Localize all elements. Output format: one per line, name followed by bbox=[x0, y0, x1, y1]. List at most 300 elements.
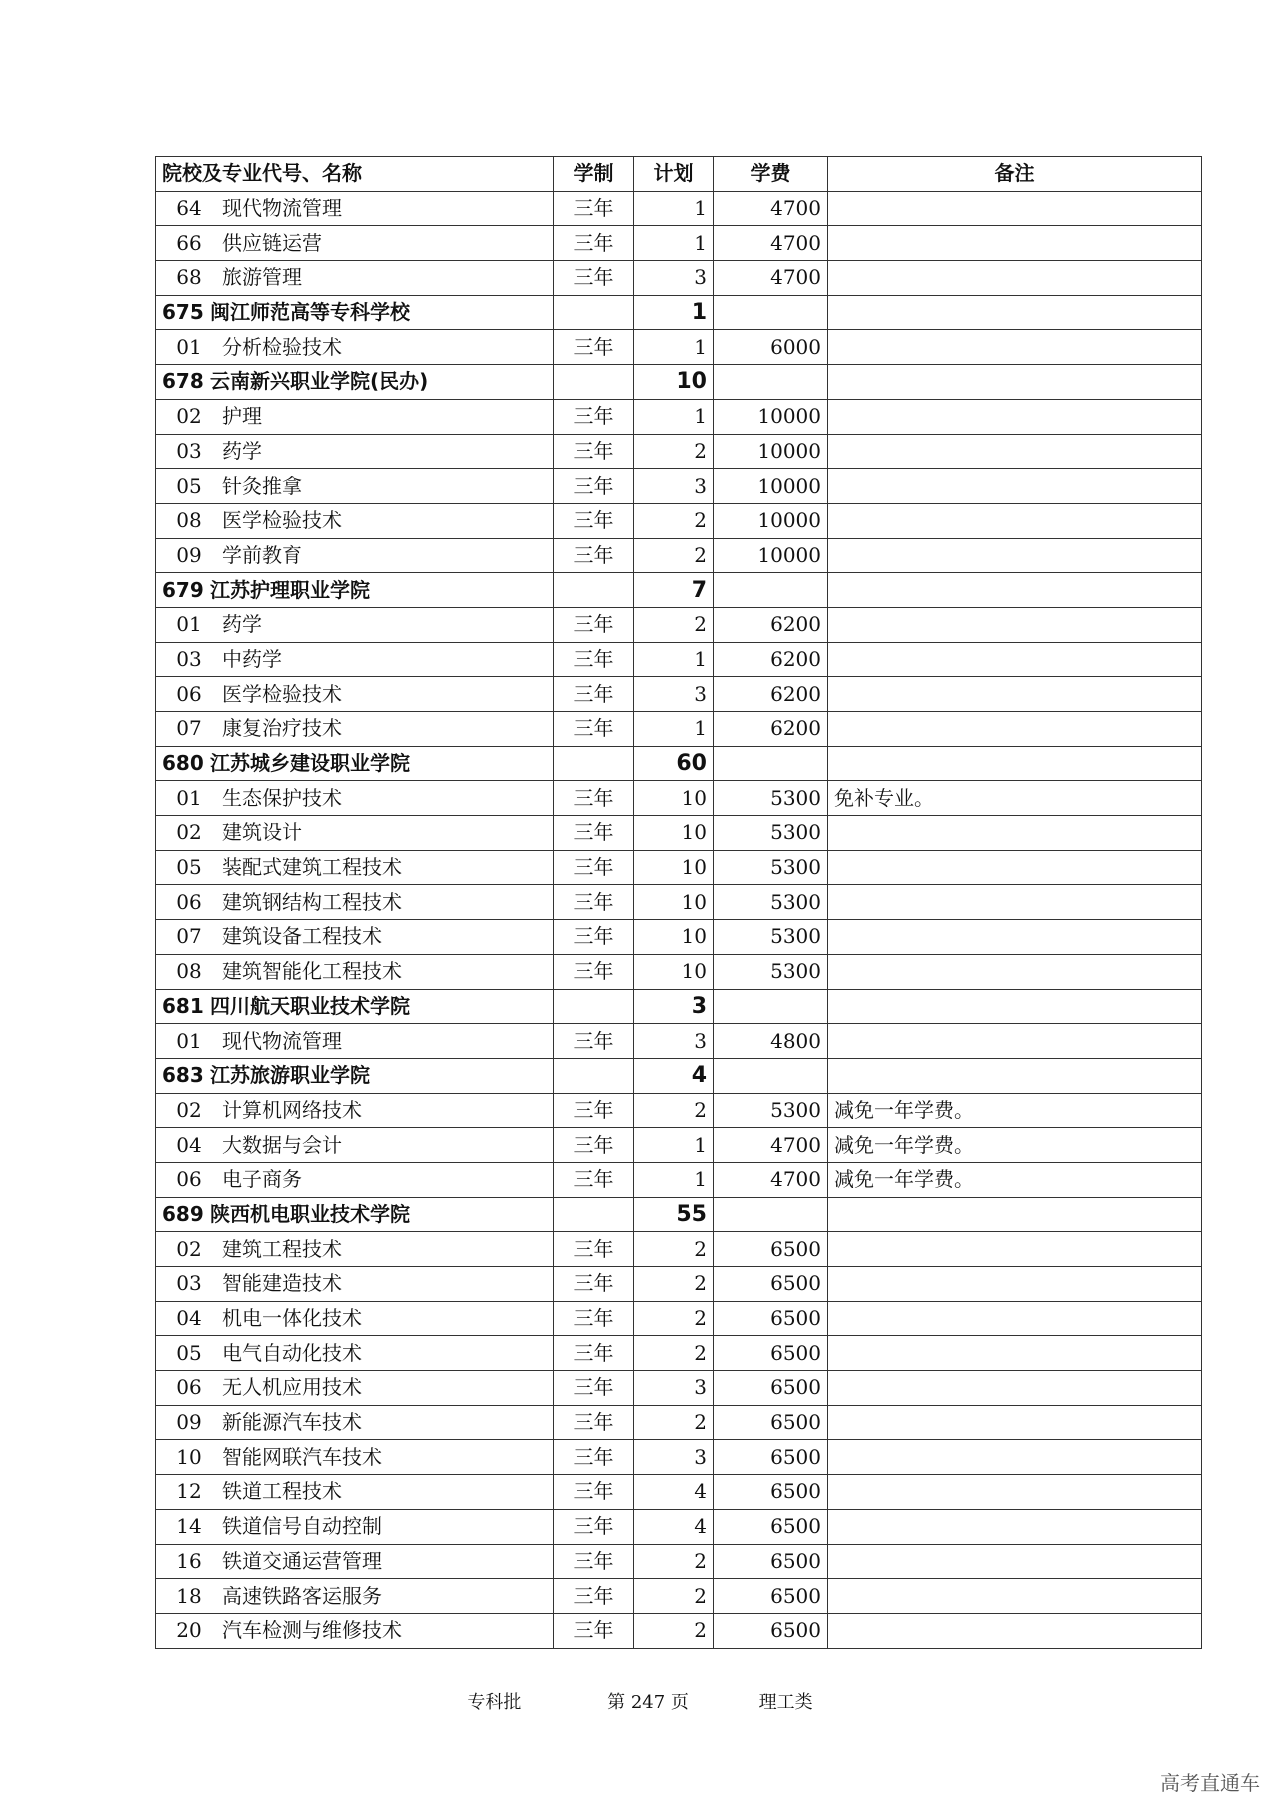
footer-batch: 专科批 bbox=[467, 1692, 522, 1713]
major-cell bbox=[156, 1440, 554, 1475]
duration-cell: 三年 bbox=[554, 1267, 634, 1302]
major-row bbox=[156, 1613, 1202, 1648]
tuition-cell: 6500 bbox=[714, 1613, 828, 1648]
tuition-cell: 6200 bbox=[714, 607, 828, 642]
duration-cell bbox=[554, 295, 634, 330]
major-code: 09 bbox=[176, 1410, 202, 1435]
major-code: 02 bbox=[176, 404, 202, 429]
major-cell bbox=[156, 1405, 554, 1440]
header-tuition: 学费 bbox=[714, 157, 828, 192]
duration-cell: 三年 bbox=[554, 1232, 634, 1267]
plan-cell: 2 bbox=[634, 1544, 714, 1579]
plan-cell: 10 bbox=[634, 885, 714, 920]
remarks-cell bbox=[828, 1267, 1202, 1302]
major-row bbox=[156, 1336, 1202, 1371]
watermark: 高考直通车 bbox=[1160, 1771, 1260, 1795]
major-code: 05 bbox=[176, 855, 202, 880]
school-code: 680 bbox=[162, 751, 204, 776]
major-code: 20 bbox=[176, 1618, 202, 1643]
major-cell bbox=[156, 677, 554, 712]
major-code: 02 bbox=[176, 820, 202, 845]
remarks-cell bbox=[828, 330, 1202, 365]
remarks-cell bbox=[828, 954, 1202, 989]
duration-cell: 三年 bbox=[554, 607, 634, 642]
remarks-cell: 免补专业。 bbox=[828, 781, 1202, 816]
plan-cell: 2 bbox=[634, 1579, 714, 1614]
duration-cell: 三年 bbox=[554, 1475, 634, 1510]
plan-cell: 1 bbox=[634, 1162, 714, 1197]
school-cell bbox=[156, 1197, 554, 1232]
major-cell bbox=[156, 954, 554, 989]
major-code: 06 bbox=[176, 889, 202, 914]
tuition-cell: 4700 bbox=[714, 261, 828, 296]
plan-cell: 7 bbox=[634, 573, 714, 608]
major-name: 机电一体化技术 bbox=[222, 1306, 362, 1331]
school-row bbox=[156, 295, 1202, 330]
plan-cell: 3 bbox=[634, 261, 714, 296]
plan-cell: 4 bbox=[634, 1058, 714, 1093]
duration-cell: 三年 bbox=[554, 503, 634, 538]
major-row bbox=[156, 885, 1202, 920]
major-cell bbox=[156, 1371, 554, 1406]
major-code: 03 bbox=[176, 438, 202, 463]
plan-cell: 2 bbox=[634, 1267, 714, 1302]
major-cell bbox=[156, 1162, 554, 1197]
plan-cell: 10 bbox=[634, 365, 714, 400]
school-name: 四川航天职业技术学院 bbox=[210, 993, 410, 1018]
duration-cell bbox=[554, 365, 634, 400]
remarks-cell bbox=[828, 434, 1202, 469]
tuition-cell: 6500 bbox=[714, 1301, 828, 1336]
tuition-cell bbox=[714, 295, 828, 330]
major-name: 现代物流管理 bbox=[222, 1028, 342, 1053]
major-name: 针灸推拿 bbox=[222, 473, 302, 498]
plan-cell: 2 bbox=[634, 607, 714, 642]
school-name: 闽江师范高等专科学校 bbox=[210, 300, 410, 325]
remarks-cell bbox=[828, 1579, 1202, 1614]
school-cell bbox=[156, 365, 554, 400]
major-code: 06 bbox=[176, 1375, 202, 1400]
major-row bbox=[156, 330, 1202, 365]
major-row bbox=[156, 954, 1202, 989]
school-code: 689 bbox=[162, 1201, 204, 1226]
major-code: 01 bbox=[176, 334, 202, 359]
tuition-cell bbox=[714, 1058, 828, 1093]
school-code: 683 bbox=[162, 1063, 204, 1088]
major-cell bbox=[156, 1544, 554, 1579]
remarks-cell bbox=[828, 1544, 1202, 1579]
remarks-cell bbox=[828, 1613, 1202, 1648]
major-cell bbox=[156, 607, 554, 642]
tuition-cell bbox=[714, 573, 828, 608]
major-cell bbox=[156, 1336, 554, 1371]
plan-cell: 3 bbox=[634, 1024, 714, 1059]
duration-cell bbox=[554, 573, 634, 608]
remarks-cell bbox=[828, 399, 1202, 434]
duration-cell: 三年 bbox=[554, 1544, 634, 1579]
duration-cell: 三年 bbox=[554, 885, 634, 920]
remarks-cell bbox=[828, 295, 1202, 330]
school-code: 675 bbox=[162, 300, 204, 325]
major-row bbox=[156, 1509, 1202, 1544]
major-cell bbox=[156, 850, 554, 885]
major-name: 建筑设计 bbox=[222, 820, 302, 845]
major-name: 新能源汽车技术 bbox=[222, 1410, 362, 1435]
major-name: 中药学 bbox=[222, 646, 282, 671]
tuition-cell: 6500 bbox=[714, 1544, 828, 1579]
duration-cell: 三年 bbox=[554, 1301, 634, 1336]
header-remarks: 备注 bbox=[828, 157, 1202, 192]
footer-page-number: 第 247 页 bbox=[607, 1692, 689, 1713]
major-code: 05 bbox=[176, 1340, 202, 1365]
major-code: 06 bbox=[176, 681, 202, 706]
school-name: 陕西机电职业技术学院 bbox=[210, 1201, 410, 1226]
major-row bbox=[156, 1301, 1202, 1336]
remarks-cell bbox=[828, 1371, 1202, 1406]
major-name: 电子商务 bbox=[222, 1167, 302, 1192]
tuition-cell: 5300 bbox=[714, 781, 828, 816]
major-cell bbox=[156, 1267, 554, 1302]
plan-cell: 2 bbox=[634, 538, 714, 573]
remarks-cell bbox=[828, 1232, 1202, 1267]
plan-cell: 2 bbox=[634, 1232, 714, 1267]
tuition-cell: 10000 bbox=[714, 399, 828, 434]
tuition-cell: 10000 bbox=[714, 469, 828, 504]
major-cell bbox=[156, 642, 554, 677]
remarks-cell: 减免一年学费。 bbox=[828, 1162, 1202, 1197]
tuition-cell: 6500 bbox=[714, 1475, 828, 1510]
remarks-cell: 减免一年学费。 bbox=[828, 1093, 1202, 1128]
tuition-cell: 6500 bbox=[714, 1405, 828, 1440]
duration-cell: 三年 bbox=[554, 1509, 634, 1544]
duration-cell: 三年 bbox=[554, 1128, 634, 1163]
major-name: 建筑钢结构工程技术 bbox=[222, 889, 402, 914]
major-cell bbox=[156, 1613, 554, 1648]
plan-cell: 55 bbox=[634, 1197, 714, 1232]
major-cell bbox=[156, 1128, 554, 1163]
major-row bbox=[156, 1371, 1202, 1406]
major-row bbox=[156, 261, 1202, 296]
school-row bbox=[156, 746, 1202, 781]
major-cell bbox=[156, 712, 554, 747]
major-cell bbox=[156, 434, 554, 469]
remarks-cell bbox=[828, 261, 1202, 296]
major-code: 18 bbox=[176, 1583, 202, 1608]
tuition-cell: 4800 bbox=[714, 1024, 828, 1059]
duration-cell: 三年 bbox=[554, 642, 634, 677]
major-name: 铁道信号自动控制 bbox=[222, 1514, 382, 1539]
plan-cell: 10 bbox=[634, 816, 714, 851]
duration-cell: 三年 bbox=[554, 816, 634, 851]
duration-cell: 三年 bbox=[554, 954, 634, 989]
remarks-cell bbox=[828, 365, 1202, 400]
footer-category: 理工类 bbox=[758, 1692, 813, 1713]
table-header-row bbox=[156, 157, 1202, 192]
major-name: 旅游管理 bbox=[222, 265, 302, 290]
remarks-cell bbox=[828, 1509, 1202, 1544]
duration-cell: 三年 bbox=[554, 1336, 634, 1371]
major-name: 医学检验技术 bbox=[222, 508, 342, 533]
remarks-cell: 减免一年学费。 bbox=[828, 1128, 1202, 1163]
tuition-cell: 10000 bbox=[714, 538, 828, 573]
plan-cell: 10 bbox=[634, 920, 714, 955]
duration-cell: 三年 bbox=[554, 1405, 634, 1440]
major-name: 供应链运营 bbox=[222, 230, 322, 255]
tuition-cell: 6500 bbox=[714, 1267, 828, 1302]
plan-cell: 1 bbox=[634, 399, 714, 434]
major-code: 02 bbox=[176, 1236, 202, 1261]
major-code: 08 bbox=[176, 959, 202, 984]
plan-cell: 1 bbox=[634, 642, 714, 677]
tuition-cell: 6500 bbox=[714, 1579, 828, 1614]
major-code: 05 bbox=[176, 473, 202, 498]
remarks-cell bbox=[828, 607, 1202, 642]
major-row bbox=[156, 781, 1202, 816]
tuition-cell: 4700 bbox=[714, 1128, 828, 1163]
major-name: 生态保护技术 bbox=[222, 785, 342, 810]
major-cell bbox=[156, 920, 554, 955]
school-name: 江苏旅游职业学院 bbox=[210, 1063, 370, 1088]
major-row bbox=[156, 1267, 1202, 1302]
remarks-cell bbox=[828, 503, 1202, 538]
major-name: 铁道交通运营管理 bbox=[222, 1548, 382, 1573]
plan-cell: 1 bbox=[634, 712, 714, 747]
major-row bbox=[156, 469, 1202, 504]
plan-cell: 1 bbox=[634, 330, 714, 365]
plan-cell: 1 bbox=[634, 1128, 714, 1163]
major-cell bbox=[156, 261, 554, 296]
school-row bbox=[156, 1197, 1202, 1232]
plan-cell: 3 bbox=[634, 677, 714, 712]
major-name: 计算机网络技术 bbox=[222, 1097, 362, 1122]
major-row bbox=[156, 1128, 1202, 1163]
tuition-cell bbox=[714, 989, 828, 1024]
duration-cell: 三年 bbox=[554, 920, 634, 955]
major-name: 医学检验技术 bbox=[222, 681, 342, 706]
major-code: 01 bbox=[176, 785, 202, 810]
major-row bbox=[156, 538, 1202, 573]
tuition-cell bbox=[714, 1197, 828, 1232]
major-code: 03 bbox=[176, 1271, 202, 1296]
remarks-cell bbox=[828, 469, 1202, 504]
tuition-cell: 5300 bbox=[714, 885, 828, 920]
duration-cell bbox=[554, 1197, 634, 1232]
remarks-cell bbox=[828, 920, 1202, 955]
major-code: 66 bbox=[176, 230, 202, 255]
major-code: 68 bbox=[176, 265, 202, 290]
page-footer bbox=[0, 1688, 1280, 1714]
tuition-cell: 6500 bbox=[714, 1232, 828, 1267]
plan-cell: 60 bbox=[634, 746, 714, 781]
plan-cell: 3 bbox=[634, 1371, 714, 1406]
major-name: 智能网联汽车技术 bbox=[222, 1444, 382, 1469]
plan-cell: 2 bbox=[634, 1093, 714, 1128]
major-cell bbox=[156, 781, 554, 816]
header-duration: 学制 bbox=[554, 157, 634, 192]
plan-cell: 1 bbox=[634, 226, 714, 261]
major-row bbox=[156, 434, 1202, 469]
major-name: 护理 bbox=[222, 404, 262, 429]
school-name: 江苏城乡建设职业学院 bbox=[210, 751, 410, 776]
major-code: 07 bbox=[176, 716, 202, 741]
tuition-cell: 6200 bbox=[714, 642, 828, 677]
duration-cell: 三年 bbox=[554, 1162, 634, 1197]
major-row bbox=[156, 503, 1202, 538]
duration-cell: 三年 bbox=[554, 850, 634, 885]
duration-cell: 三年 bbox=[554, 1613, 634, 1648]
remarks-cell bbox=[828, 885, 1202, 920]
tuition-cell: 6500 bbox=[714, 1336, 828, 1371]
school-code: 678 bbox=[162, 369, 204, 394]
tuition-cell: 5300 bbox=[714, 920, 828, 955]
major-name: 学前教育 bbox=[222, 542, 302, 567]
plan-cell: 3 bbox=[634, 469, 714, 504]
major-row bbox=[156, 191, 1202, 226]
major-code: 12 bbox=[176, 1479, 202, 1504]
major-cell bbox=[156, 538, 554, 573]
tuition-cell: 10000 bbox=[714, 503, 828, 538]
duration-cell bbox=[554, 1058, 634, 1093]
duration-cell bbox=[554, 746, 634, 781]
tuition-cell: 4700 bbox=[714, 1162, 828, 1197]
tuition-cell: 6500 bbox=[714, 1371, 828, 1406]
major-cell bbox=[156, 1232, 554, 1267]
major-row bbox=[156, 226, 1202, 261]
remarks-cell bbox=[828, 642, 1202, 677]
remarks-cell bbox=[828, 1301, 1202, 1336]
major-cell bbox=[156, 469, 554, 504]
duration-cell: 三年 bbox=[554, 330, 634, 365]
major-name: 建筑工程技术 bbox=[222, 1236, 342, 1261]
major-row bbox=[156, 1093, 1202, 1128]
major-name: 药学 bbox=[222, 612, 262, 637]
major-code: 04 bbox=[176, 1132, 202, 1157]
major-name: 大数据与会计 bbox=[222, 1132, 342, 1157]
plan-cell: 2 bbox=[634, 434, 714, 469]
plan-cell: 4 bbox=[634, 1475, 714, 1510]
duration-cell: 三年 bbox=[554, 191, 634, 226]
major-code: 06 bbox=[176, 1167, 202, 1192]
plan-cell: 2 bbox=[634, 503, 714, 538]
major-cell bbox=[156, 191, 554, 226]
major-code: 10 bbox=[176, 1444, 202, 1469]
remarks-cell bbox=[828, 1475, 1202, 1510]
major-row bbox=[156, 850, 1202, 885]
duration-cell: 三年 bbox=[554, 469, 634, 504]
enrollment-plan-table bbox=[155, 156, 1202, 1649]
plan-cell: 10 bbox=[634, 954, 714, 989]
major-code: 08 bbox=[176, 508, 202, 533]
major-name: 现代物流管理 bbox=[222, 196, 342, 221]
major-row bbox=[156, 712, 1202, 747]
plan-cell: 2 bbox=[634, 1301, 714, 1336]
major-cell bbox=[156, 399, 554, 434]
major-name: 智能建造技术 bbox=[222, 1271, 342, 1296]
plan-cell: 3 bbox=[634, 989, 714, 1024]
duration-cell bbox=[554, 989, 634, 1024]
major-name: 高速铁路客运服务 bbox=[222, 1583, 382, 1608]
major-cell bbox=[156, 1579, 554, 1614]
duration-cell: 三年 bbox=[554, 712, 634, 747]
duration-cell: 三年 bbox=[554, 1024, 634, 1059]
table-body bbox=[156, 191, 1202, 1648]
plan-cell: 2 bbox=[634, 1613, 714, 1648]
major-row bbox=[156, 642, 1202, 677]
major-row bbox=[156, 1024, 1202, 1059]
remarks-cell bbox=[828, 712, 1202, 747]
tuition-cell: 6500 bbox=[714, 1440, 828, 1475]
major-row bbox=[156, 1544, 1202, 1579]
major-code: 16 bbox=[176, 1548, 202, 1573]
duration-cell: 三年 bbox=[554, 538, 634, 573]
remarks-cell bbox=[828, 1058, 1202, 1093]
school-row bbox=[156, 1058, 1202, 1093]
duration-cell: 三年 bbox=[554, 226, 634, 261]
major-cell bbox=[156, 330, 554, 365]
major-code: 14 bbox=[176, 1514, 202, 1539]
major-code: 04 bbox=[176, 1306, 202, 1331]
major-row bbox=[156, 607, 1202, 642]
major-cell bbox=[156, 1024, 554, 1059]
remarks-cell bbox=[828, 1336, 1202, 1371]
duration-cell: 三年 bbox=[554, 434, 634, 469]
major-name: 装配式建筑工程技术 bbox=[222, 855, 402, 880]
major-row bbox=[156, 1162, 1202, 1197]
major-code: 01 bbox=[176, 612, 202, 637]
remarks-cell bbox=[828, 1405, 1202, 1440]
duration-cell: 三年 bbox=[554, 781, 634, 816]
tuition-cell: 6200 bbox=[714, 712, 828, 747]
major-row bbox=[156, 920, 1202, 955]
duration-cell: 三年 bbox=[554, 1440, 634, 1475]
major-name: 无人机应用技术 bbox=[222, 1375, 362, 1400]
major-code: 64 bbox=[176, 196, 202, 221]
remarks-cell bbox=[828, 1197, 1202, 1232]
plan-cell: 4 bbox=[634, 1509, 714, 1544]
remarks-cell bbox=[828, 1440, 1202, 1475]
tuition-cell: 6500 bbox=[714, 1509, 828, 1544]
tuition-cell: 4700 bbox=[714, 191, 828, 226]
remarks-cell bbox=[828, 816, 1202, 851]
tuition-cell bbox=[714, 365, 828, 400]
remarks-cell bbox=[828, 989, 1202, 1024]
plan-cell: 1 bbox=[634, 191, 714, 226]
school-cell bbox=[156, 989, 554, 1024]
school-name: 江苏护理职业学院 bbox=[210, 577, 370, 602]
major-name: 康复治疗技术 bbox=[222, 716, 342, 741]
duration-cell: 三年 bbox=[554, 1093, 634, 1128]
major-row bbox=[156, 677, 1202, 712]
major-row bbox=[156, 399, 1202, 434]
tuition-cell: 5300 bbox=[714, 1093, 828, 1128]
major-name: 分析检验技术 bbox=[222, 334, 342, 359]
remarks-cell bbox=[828, 1024, 1202, 1059]
major-cell bbox=[156, 1301, 554, 1336]
major-cell bbox=[156, 1093, 554, 1128]
major-row bbox=[156, 1440, 1202, 1475]
school-row bbox=[156, 365, 1202, 400]
remarks-cell bbox=[828, 677, 1202, 712]
school-row bbox=[156, 573, 1202, 608]
tuition-cell: 6200 bbox=[714, 677, 828, 712]
duration-cell: 三年 bbox=[554, 1371, 634, 1406]
major-cell bbox=[156, 503, 554, 538]
major-name: 电气自动化技术 bbox=[222, 1340, 362, 1365]
tuition-cell: 6000 bbox=[714, 330, 828, 365]
school-code: 679 bbox=[162, 577, 204, 602]
major-cell bbox=[156, 885, 554, 920]
major-cell bbox=[156, 226, 554, 261]
